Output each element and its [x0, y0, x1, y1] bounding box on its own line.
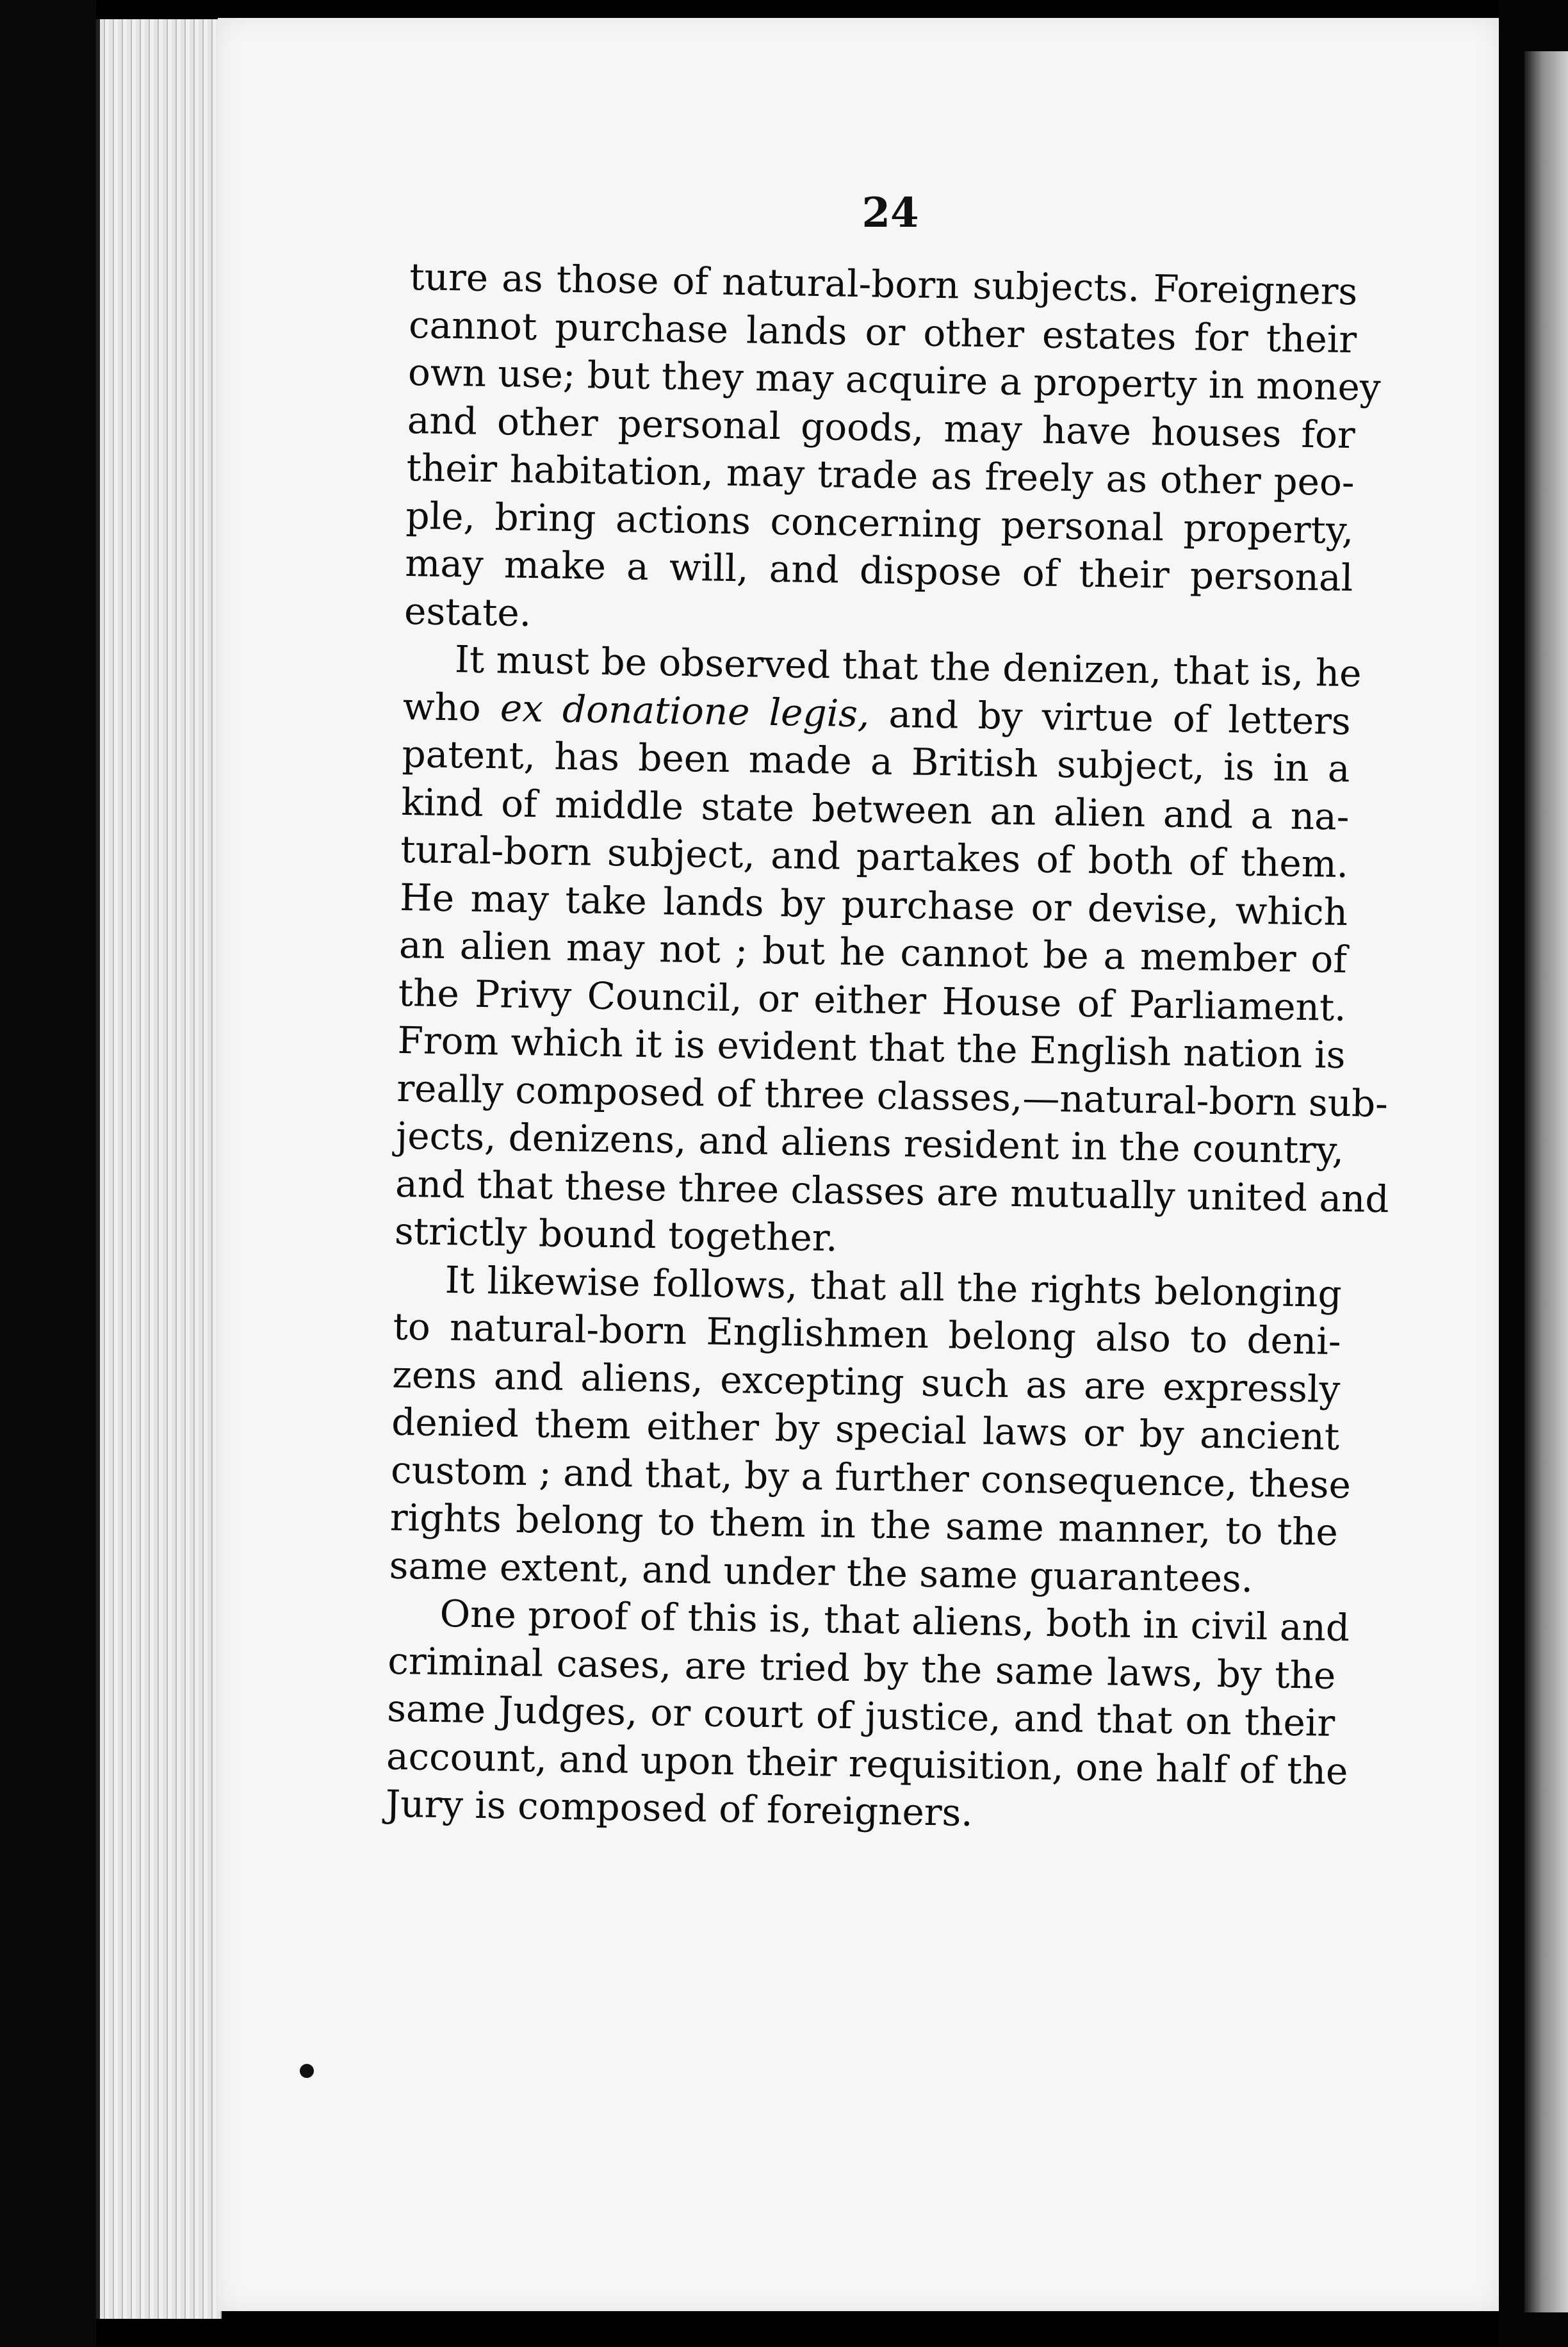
- text-line: really composed of three classes,—natural-born sub-: [396, 1066, 1389, 1125]
- text-line: He may take lands by purchase or devise, which: [399, 875, 1348, 934]
- body-text: [385, 253, 1390, 1842]
- latin-phrase: ex donatione legis,: [500, 685, 870, 735]
- text-line: same Judges, or court of justice, and that on their: [386, 1686, 1335, 1745]
- text-line: may make a will, and dispose of their personal: [404, 541, 1353, 600]
- text-line: and other personal goods, may have houses for: [407, 398, 1356, 457]
- text-line: ture as those of natural-born subjects. Foreigners: [409, 254, 1358, 314]
- paragraph-1: [404, 253, 1382, 650]
- text-line: From which it is evident that the English nation is: [397, 1018, 1346, 1077]
- book-binding-right: [1499, 0, 1568, 2347]
- text-line: It likewise follows, that all the rights belonging: [445, 1257, 1343, 1316]
- text-line: and that these three classes are mutually united and: [395, 1161, 1390, 1221]
- ink-dot: [300, 2064, 314, 2078]
- text-line: their habitation, may trade as freely as other peo-: [406, 445, 1355, 505]
- text-line: tural-born subject, and partakes of both of them.: [400, 827, 1349, 887]
- text-line: to natural-born Englishmen belong also to deni-: [393, 1304, 1342, 1364]
- paragraph-2: [394, 635, 1390, 1270]
- paragraph-4: [385, 1589, 1350, 1843]
- text-line: own use; but they may acquire a property in money: [407, 350, 1382, 409]
- book-binding-left: [0, 0, 96, 2347]
- text-line: criminal cases, are tried by the same laws, by the: [387, 1639, 1336, 1697]
- text-line: the Privy Council, or either House of Parliament.: [398, 970, 1347, 1029]
- text-line: strictly bound together.: [394, 1209, 838, 1260]
- text-line: estate.: [404, 589, 532, 635]
- text-line: One proof of this is, that aliens, both in civil and: [439, 1591, 1350, 1650]
- text-line: patent, has been made a British subject, is in a: [402, 732, 1351, 791]
- text-line: zens and aliens, excepting such as are expressly: [391, 1352, 1341, 1411]
- text-line: cannot purchase lands or other estates for their: [408, 302, 1357, 361]
- text-line: custom ; and that, by a further consequence, these: [390, 1448, 1352, 1507]
- text-line: ple, bring actions concerning personal property,: [405, 493, 1354, 552]
- text-line: denied them either by special laws or by ancient: [391, 1400, 1340, 1459]
- text-line: It must be observed that the denizen, that is, he: [454, 637, 1362, 696]
- text-line: kind of middle state between an alien and a na-: [401, 780, 1350, 838]
- text-line: Jury is composed of foreigners.: [385, 1781, 974, 1835]
- text-line: same extent, and under the same guarantees.: [389, 1543, 1254, 1601]
- text-line: an alien may not ; but he cannot be a member of: [398, 922, 1348, 982]
- text-line: rights belong to them in the same manner, to the: [389, 1495, 1339, 1554]
- page-number: 24: [862, 189, 919, 237]
- paragraph-3: [389, 1255, 1352, 1604]
- text-line: account, and upon their requisition, one half of the: [386, 1734, 1348, 1793]
- text-line: who ex donatione legis, and by virtue of letters: [402, 684, 1352, 743]
- facing-page-edge: [1524, 51, 1568, 2312]
- text-line: jects, denizens, and aliens resident in the country,: [395, 1113, 1344, 1173]
- page-edges-stack: [96, 19, 222, 2319]
